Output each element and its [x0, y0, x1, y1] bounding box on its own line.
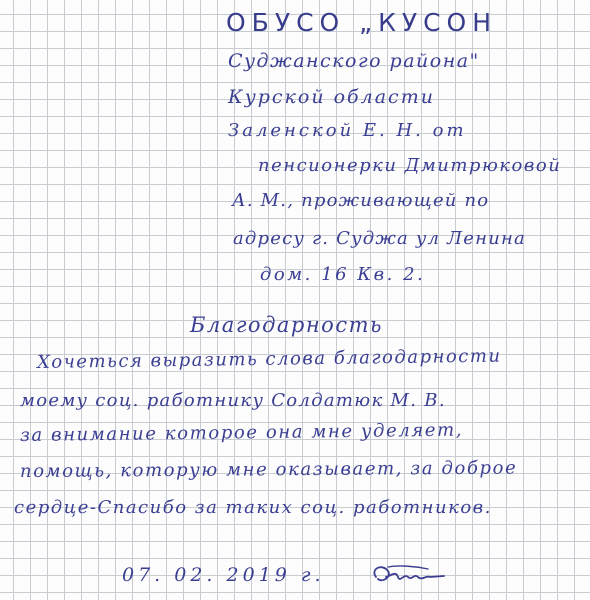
sender-line-1: пенсионерки Дмитрюковой — [258, 155, 562, 176]
body-line-4: помощь, которую мне оказывает, за доброе — [19, 457, 518, 482]
letter-heading: Благодарность — [190, 313, 383, 337]
addressee-line-3: Курской области — [228, 86, 435, 108]
addressee-line-4: Заленской Е. Н. от — [228, 120, 467, 141]
addressee-line-2: Суджанского района" — [228, 50, 480, 72]
sender-line-3: адресу г. Суджа ул Ленина — [233, 228, 526, 249]
body-line-5: сердце-Спасибо за таких соц. работников. — [14, 497, 492, 518]
body-line-1: Хочеться выразить слова благодарности — [36, 345, 502, 373]
addressee-line-1: ОБУСО „КУСОН — [226, 8, 498, 37]
body-line-3: за внимание которое она мне уделяет, — [19, 419, 464, 446]
sender-line-2: А. М., проживающей по — [232, 190, 490, 211]
body-line-2: моему соц. работнику Солдатюк М. В. — [20, 390, 446, 411]
sender-line-4: дом. 16 Кв. 2. — [260, 264, 426, 285]
signature-mark — [368, 557, 448, 593]
letter-date: 07. 02. 2019 г. — [122, 564, 325, 586]
